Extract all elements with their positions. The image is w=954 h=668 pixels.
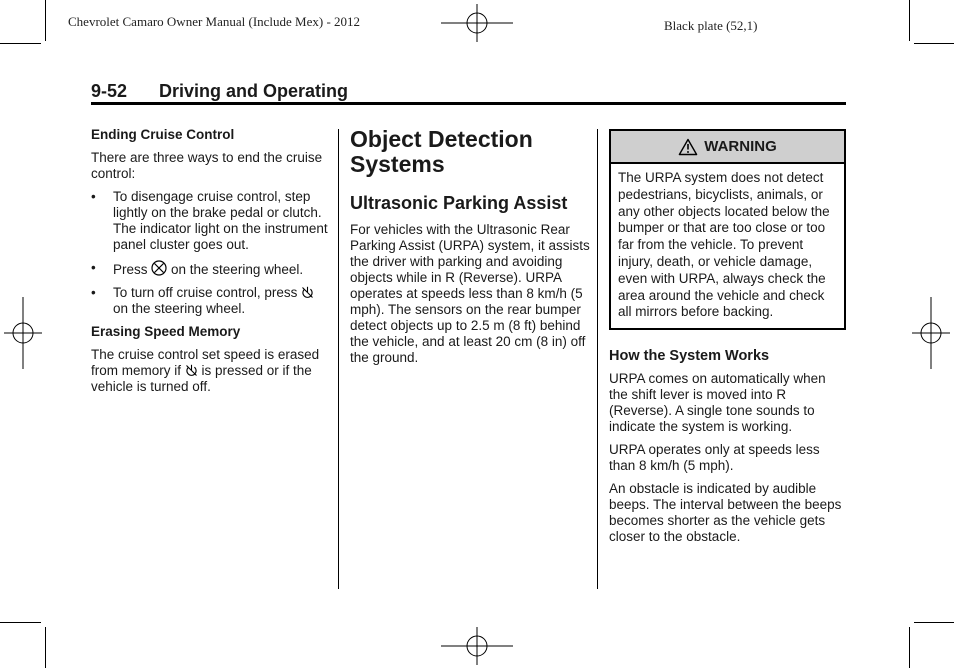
list-item (91, 285, 331, 317)
ending-cruise-heading: Ending Cruise Control (91, 127, 235, 142)
plate-label: Black plate (52,1) (664, 18, 758, 33)
crop-mark (45, 627, 46, 668)
warning-label: WARNING (704, 137, 777, 155)
warning-text: The URPA system does not detect pedestrians, bicyclists, animals, or any other objects located below the bumper or that are too close or too far from the vehicle. To prevent injury, death, or vehicle damage, even with URPA, always check the area around the vehicle and check all mirrors before backing. (618, 170, 830, 320)
crop-mark (909, 0, 910, 41)
warning-box (609, 129, 846, 330)
cruise-cancel-icon (151, 260, 167, 276)
erasing-memory-heading: Erasing Speed Memory (91, 324, 241, 339)
bullet-dot: • (91, 285, 96, 300)
how-paragraph-1: URPA comes on automatically when the shift lever is moved into R (Reverse). A single tone sounds to indicate the system is working. (609, 371, 826, 435)
section-heading (91, 81, 846, 105)
section-title: Driving and Operating (159, 81, 349, 101)
registration-mark-bottom (441, 627, 513, 665)
column-middle (350, 127, 590, 373)
erasing-text-before: The cruise control set speed is erased from memory if (91, 347, 320, 378)
cruise-power-icon (185, 364, 198, 377)
column-divider (597, 129, 598, 589)
crop-mark (0, 43, 41, 44)
ending-bullet-list (91, 189, 331, 317)
column-left (91, 127, 331, 402)
list-item (91, 189, 331, 253)
how-paragraph-3: An obstacle is indicated by audible beeps. The interval between the beeps becomes shorter as the vehicle gets closer to the obstacle. (609, 481, 842, 545)
column-divider (338, 129, 339, 589)
crop-mark (909, 627, 910, 668)
warning-triangle-icon (678, 138, 698, 156)
crop-mark (45, 0, 46, 41)
how-system-works-heading: How the System Works (609, 348, 770, 365)
bullet-dot: • (91, 189, 96, 204)
ending-intro: There are three ways to end the cruise control: (91, 150, 323, 181)
urpa-heading: Ultrasonic Parking Assist (350, 193, 568, 213)
cruise-power-icon (301, 286, 314, 299)
object-detection-title: Object Detection Systems (350, 126, 533, 177)
bullet-text-before: To turn off cruise control, press (113, 285, 302, 300)
bullet-text-after: on the steering wheel. (113, 301, 246, 316)
erasing-text (91, 347, 331, 395)
list-item (91, 260, 331, 278)
manual-title: Chevrolet Camaro Owner Manual (Include Mex) - 2012 (68, 14, 361, 29)
page-number: 9-52 (91, 81, 128, 101)
column-right (609, 129, 846, 552)
crop-mark (0, 622, 41, 623)
urpa-body: For vehicles with the Ultrasonic Rear Parking Assist (URPA) system, it assists the driver with parking and avoiding objects while in R (Reverse). URPA operates at speeds less than 8 km/h (5 mph). The sensors on the rear bumper detect objects up to 2.5 m (8 ft) behind the vehicle, and at least 20 cm (8 in) off the ground. (350, 222, 590, 365)
crop-mark (914, 43, 954, 44)
bullet-text-after: on the steering wheel. (167, 262, 304, 277)
registration-mark-right (912, 297, 950, 369)
bullet-text-before: Press (113, 262, 152, 277)
erasing-text-after: is pressed or if the vehicle is turned off. (91, 363, 312, 394)
warning-header (611, 131, 844, 164)
bullet-text: To disengage cruise control, step lightly on the brake pedal or clutch. The indicator light on the instrument panel cluster goes out. (113, 189, 328, 252)
crop-mark (914, 622, 954, 623)
registration-mark-left (4, 297, 42, 369)
how-paragraph-2: URPA operates only at speeds less than 8 km/h (5 mph). (609, 442, 820, 474)
registration-mark-top (441, 4, 513, 42)
bullet-dot: • (91, 260, 96, 275)
